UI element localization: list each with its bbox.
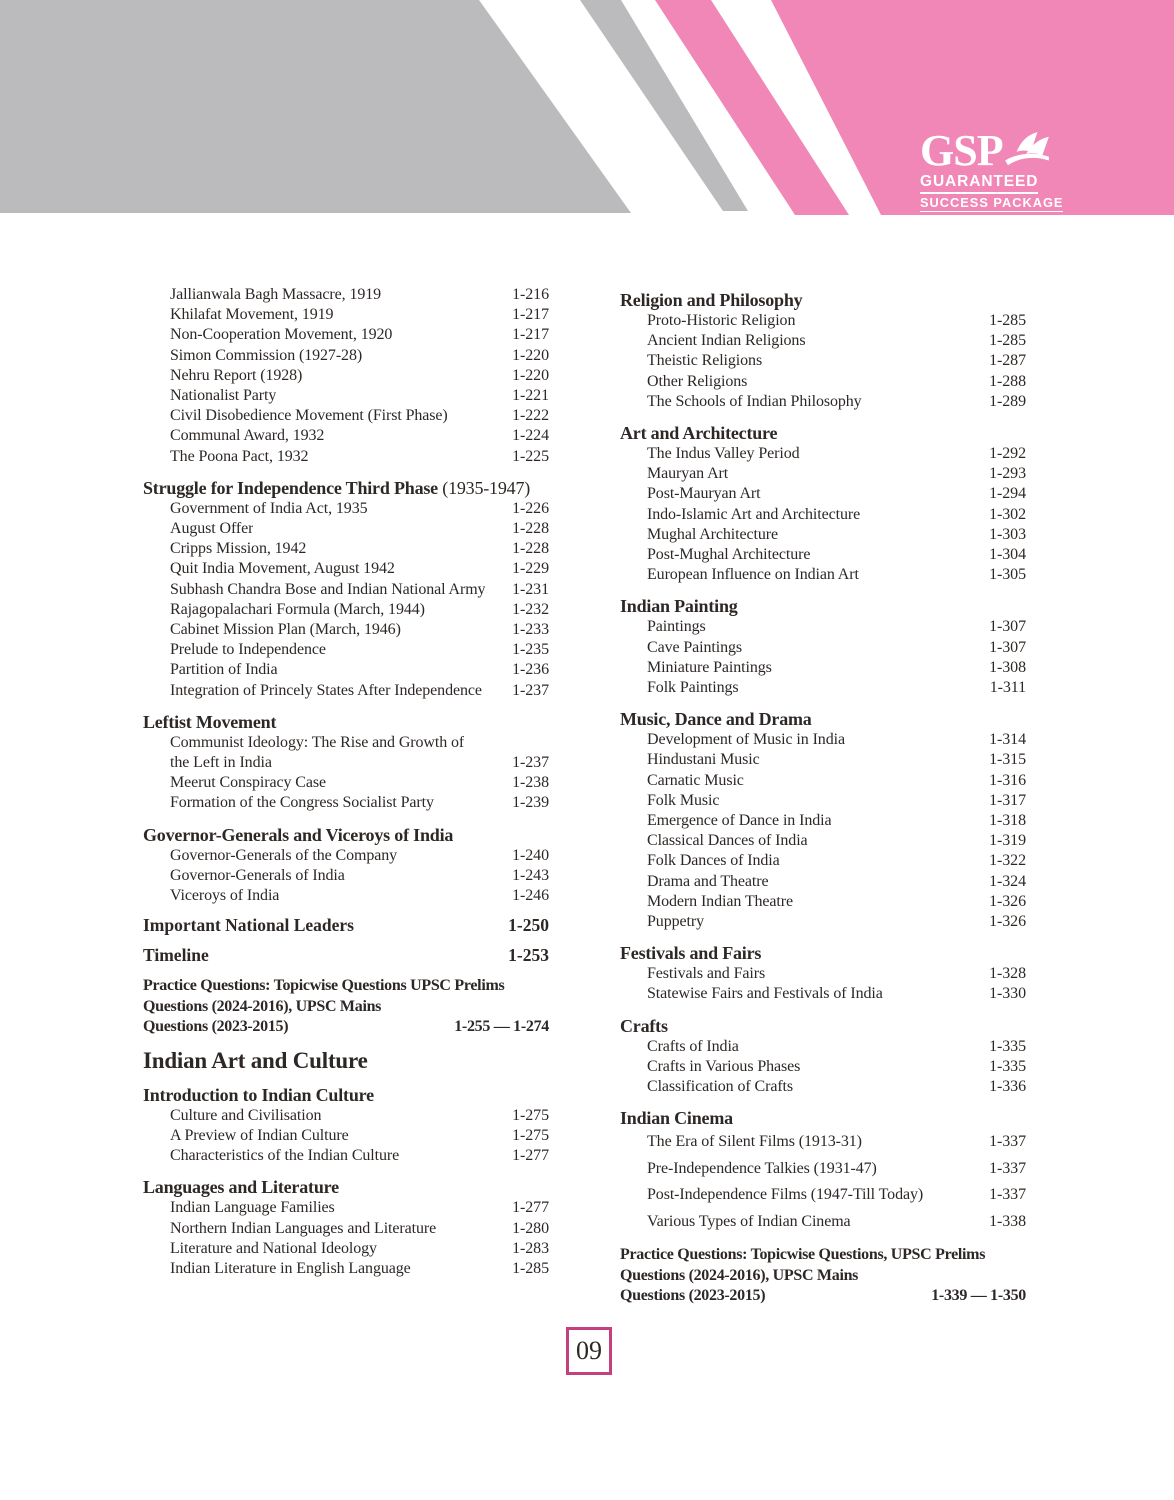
toc-item — [143, 580, 549, 600]
toc-item — [143, 1126, 549, 1146]
toc-item — [620, 750, 1026, 770]
practice-questions-line: Questions (2024-2016), UPSC Mains — [620, 1266, 859, 1284]
toc-item-page: 1-237 — [512, 681, 549, 699]
toc-item — [143, 846, 549, 866]
toc-item-label: Rajagopalachari Formula (March, 1944) — [170, 600, 425, 618]
section-title: Religion and Philosophy — [620, 290, 803, 310]
toc-item-page: 1-240 — [512, 846, 549, 864]
toc-left-column — [143, 285, 549, 1279]
toc-item-label: Post-Mauryan Art — [647, 485, 761, 503]
toc-item — [620, 1129, 1026, 1156]
toc-item-page: 1-302 — [989, 505, 1026, 523]
toc-item-page: 1-229 — [512, 560, 549, 578]
toc-item-label: Mughal Architecture — [647, 525, 778, 543]
toc-item-label: Festivals and Fairs — [647, 965, 766, 983]
toc-item — [143, 600, 549, 620]
toc-item-page: 1-337 — [989, 1186, 1026, 1204]
toc-item-page: 1-322 — [989, 852, 1026, 870]
toc-section — [620, 289, 1026, 412]
toc-item — [620, 1077, 1026, 1097]
toc-item — [620, 638, 1026, 658]
toc-item-page: 1-228 — [512, 540, 549, 558]
toc-item-label: the Left in India — [170, 754, 272, 772]
section-title: Music, Dance and Drama — [620, 709, 812, 730]
toc-item — [143, 681, 549, 701]
toc-section — [143, 477, 549, 701]
section-heading — [620, 289, 1026, 311]
toc-item-page: 1-243 — [512, 866, 549, 884]
toc-item — [620, 1156, 1026, 1183]
toc-item-label: Classical Dances of India — [647, 832, 808, 850]
toc-item-page: 1-246 — [512, 887, 549, 905]
gsp-logo-guaranteed-text: GUARANTEED — [920, 174, 1038, 194]
toc-item-label: Various Types of Indian Cinema — [647, 1212, 851, 1230]
toc-bold-entry — [143, 944, 549, 966]
toc-item — [620, 444, 1026, 464]
toc-item-label: Jallianwala Bagh Massacre, 1919 — [170, 286, 382, 303]
section-title: Governor-Generals and Viceroys of India — [143, 824, 454, 845]
toc-item — [620, 1182, 1026, 1209]
toc-item-page: 1-226 — [512, 499, 549, 517]
toc-item-label: Communist Ideology: The Rise and Growth of — [170, 733, 465, 751]
toc-section — [620, 422, 1026, 585]
toc-item-label: Puppetry — [647, 913, 704, 931]
toc-item-label: Khilafat Movement, 1919 — [170, 306, 334, 324]
toc-items — [143, 285, 549, 467]
toc-item — [143, 1146, 549, 1166]
toc-item-label: Formation of the Congress Socialist Party — [170, 794, 434, 812]
toc-item-label: Proto-Historic Religion — [647, 312, 796, 329]
toc-item — [620, 464, 1026, 484]
toc-item — [620, 545, 1026, 565]
toc-item — [620, 851, 1026, 871]
toc-item — [620, 771, 1026, 791]
toc-bold-entry-label: Important National Leaders — [143, 915, 354, 936]
toc-item-label: Civil Disobedience Movement (First Phase) — [170, 407, 448, 425]
toc-item-label: Nationalist Party — [170, 387, 277, 405]
toc-item-label: Statewise Fairs and Festivals of India — [647, 985, 883, 1003]
toc-item-label: Post-Mughal Architecture — [647, 546, 811, 564]
toc-item — [143, 559, 549, 579]
toc-item-label: Non-Cooperation Movement, 1920 — [170, 326, 393, 344]
toc-item — [143, 386, 549, 406]
chapter-title: Indian Art and Culture — [143, 1047, 368, 1073]
toc-item-page: 1-220 — [512, 366, 549, 384]
toc-item — [620, 678, 1026, 698]
toc-item-label: Indian Literature in English Language — [170, 1260, 411, 1277]
toc-item-page: 1-317 — [989, 791, 1026, 809]
toc-item-page: 1-315 — [989, 751, 1026, 769]
toc-item-page: 1-328 — [989, 965, 1026, 983]
toc-section — [620, 595, 1026, 698]
gsp-logo-success-package-text: SUCCESS PACKAGE — [920, 197, 1063, 213]
toc-item-label: Indian Language Families — [170, 1199, 335, 1217]
toc-right-column — [620, 289, 1026, 1307]
toc-item-page: 1-305 — [989, 566, 1026, 584]
section-title: Festivals and Fairs — [620, 943, 762, 964]
toc-item-label: Prelude to Independence — [170, 641, 326, 659]
toc-item-page: 1-307 — [989, 618, 1026, 636]
toc-item-page: 1-222 — [512, 407, 549, 425]
toc-item — [620, 525, 1026, 545]
toc-item — [143, 886, 549, 906]
section-heading — [620, 422, 1026, 444]
toc-item-label: Hindustani Music — [647, 751, 760, 769]
toc-item-label: Quit India Movement, August 1942 — [170, 560, 395, 578]
gsp-logo-book-icon — [1005, 131, 1049, 169]
toc-item-label: Paintings — [647, 618, 706, 636]
toc-item-label: Governor-Generals of the Company — [170, 846, 398, 864]
toc-item — [620, 311, 1026, 331]
section-title: Struggle for Independence Third Phase — [143, 477, 438, 498]
toc-item-page: 1-336 — [989, 1078, 1026, 1096]
toc-item — [143, 1219, 549, 1239]
toc-item-label: Emergence of Dance in India — [647, 812, 832, 830]
toc-item-page: 1-337 — [989, 1133, 1026, 1151]
toc-item — [620, 912, 1026, 932]
toc-item-page: 1-224 — [512, 427, 549, 445]
toc-item-page: 1-314 — [989, 731, 1026, 749]
toc-item-page: 1-217 — [512, 306, 549, 324]
practice-questions-line: Practice Questions: Topicwise Questions, UPSC Prelims — [620, 1246, 986, 1264]
practice-questions-last-line — [620, 1286, 1026, 1307]
toc-item-label: Other Religions — [647, 372, 748, 390]
toc-item — [143, 620, 549, 640]
toc-item — [143, 426, 549, 446]
toc-bold-entry-label: Timeline — [143, 945, 209, 966]
toc-section — [143, 824, 549, 907]
toc-item-label: Theistic Religions — [647, 352, 763, 370]
toc-item-label: The Poona Pact, 1932 — [170, 447, 309, 465]
toc-item-page: 1-225 — [512, 447, 549, 465]
toc-item — [143, 346, 549, 366]
toc-item — [143, 519, 549, 539]
toc-item-label: Folk Dances of India — [647, 852, 780, 870]
practice-questions-block — [620, 1245, 1026, 1307]
toc-item-label: Cave Paintings — [647, 638, 743, 656]
toc-item — [143, 793, 549, 813]
toc-item-page: 1-335 — [989, 1057, 1026, 1075]
toc-section — [620, 1015, 1026, 1098]
toc-item — [143, 366, 549, 386]
toc-item — [620, 1057, 1026, 1077]
toc-item-page: 1-330 — [989, 985, 1026, 1003]
toc-item-label: Crafts of India — [647, 1037, 739, 1055]
section-heading — [143, 1084, 549, 1106]
toc-item-label: Integration of Princely States After Independence — [170, 681, 482, 699]
toc-item-label: Nehru Report (1928) — [170, 366, 303, 384]
toc-item-page: 1-275 — [512, 1106, 549, 1124]
toc-item-label: August Offer — [170, 520, 254, 538]
toc-section — [620, 1107, 1026, 1235]
toc-item-label: Modern Indian Theatre — [647, 892, 793, 910]
toc-item-label: Miniature Paintings — [647, 658, 772, 676]
toc-bold-entry-page: 1-253 — [508, 945, 549, 966]
toc-item-page: 1-221 — [512, 387, 549, 405]
practice-questions-line: Practice Questions: Topicwise Questions UPSC Prelims — [143, 977, 505, 995]
toc-item — [143, 640, 549, 660]
toc-item-page: 1-326 — [989, 892, 1026, 910]
toc-item — [620, 392, 1026, 412]
toc-item — [143, 325, 549, 345]
toc-item — [143, 305, 549, 325]
toc-bold-entry — [143, 914, 549, 936]
toc-section — [143, 1176, 549, 1279]
practice-questions-page-range: 1-339 — 1-350 — [931, 1287, 1026, 1305]
toc-item-label: Government of India Act, 1935 — [170, 499, 368, 517]
section-heading — [143, 1176, 549, 1198]
toc-item-page: 1-216 — [512, 286, 549, 303]
section-title: Indian Painting — [620, 596, 738, 617]
toc-item-page: 1-217 — [512, 326, 549, 344]
toc-chapter — [143, 1048, 549, 1074]
toc-item — [620, 730, 1026, 750]
gsp-logo-acronym: GSP — [920, 126, 1003, 175]
toc-item-page: 1-316 — [989, 771, 1026, 789]
toc-item-page: 1-324 — [989, 872, 1026, 890]
toc-item — [143, 1259, 549, 1279]
section-heading — [143, 711, 549, 733]
toc-item-label: Cripps Mission, 1942 — [170, 540, 307, 558]
toc-section — [620, 942, 1026, 1004]
toc-item — [143, 1239, 549, 1259]
toc-item — [620, 505, 1026, 525]
toc-item-label: Pre-Independence Talkies (1931-47) — [647, 1159, 877, 1177]
toc-item — [143, 1106, 549, 1126]
toc-item-label: Literature and National Ideology — [170, 1239, 377, 1257]
gsp-logo-top-row — [920, 126, 1063, 175]
toc-item-page: 1-303 — [989, 525, 1026, 543]
toc-item-label: Subhash Chandra Bose and Indian National Army — [170, 580, 486, 598]
toc-item — [620, 831, 1026, 851]
section-heading — [620, 708, 1026, 730]
toc-item — [143, 499, 549, 519]
toc-item — [620, 964, 1026, 984]
toc-item-label: Communal Award, 1932 — [170, 427, 325, 445]
toc-item-label: Northern Indian Languages and Literature — [170, 1219, 437, 1237]
toc-item-label: Partition of India — [170, 661, 278, 679]
toc-item-page: 1-235 — [512, 641, 549, 659]
toc-item-page: 1-307 — [989, 638, 1026, 656]
toc-item-page: 1-311 — [989, 679, 1026, 697]
section-heading — [143, 477, 549, 499]
toc-item-label: A Preview of Indian Culture — [170, 1126, 349, 1144]
toc-item-page: 1-236 — [512, 661, 549, 679]
toc-item-label: Drama and Theatre — [647, 872, 769, 890]
toc-item-label: Cabinet Mission Plan (March, 1946) — [170, 621, 401, 639]
toc-item-page: 1-338 — [989, 1212, 1026, 1230]
toc-item-page: 1-285 — [512, 1260, 549, 1277]
toc-item-page: 1-275 — [512, 1126, 549, 1144]
toc-item-label: The Schools of Indian Philosophy — [647, 392, 862, 410]
toc-item-page: 1-277 — [512, 1199, 549, 1217]
toc-item-label: Folk Music — [647, 791, 720, 809]
toc-item-page: 1-319 — [989, 832, 1026, 850]
section-heading — [620, 942, 1026, 964]
toc-item-page: 1-285 — [989, 332, 1026, 350]
toc-item — [620, 984, 1026, 1004]
toc-item — [143, 660, 549, 680]
page-number: 09 — [576, 1336, 602, 1365]
toc-item — [620, 791, 1026, 811]
section-heading — [620, 1015, 1026, 1037]
toc-section — [143, 1084, 549, 1167]
section-heading — [143, 824, 549, 846]
toc-item-page: 1-220 — [512, 346, 549, 364]
toc-item-page: 1-304 — [989, 546, 1026, 564]
practice-questions-page-range: 1-255 — 1-274 — [454, 1018, 549, 1036]
toc-item-page: 1-228 — [512, 520, 549, 538]
toc-item — [143, 1198, 549, 1218]
toc-item-label: Culture and Civilisation — [170, 1106, 322, 1124]
toc-item — [620, 351, 1026, 371]
toc-item — [143, 447, 549, 467]
toc-item-label: Mauryan Art — [647, 465, 729, 483]
toc-item — [620, 565, 1026, 585]
toc-item — [620, 484, 1026, 504]
practice-questions-line: Questions (2023-2015) — [620, 1287, 766, 1305]
toc-item-label: Characteristics of the Indian Culture — [170, 1147, 400, 1165]
section-title: Languages and Literature — [143, 1177, 339, 1198]
toc-item-page: 1-285 — [989, 312, 1026, 329]
toc-item — [620, 617, 1026, 637]
toc-item-label: Crafts in Various Phases — [647, 1057, 801, 1075]
toc-item-label: Post-Independence Films (1947-Till Today) — [647, 1186, 924, 1204]
toc-item-label: Development of Music in India — [647, 731, 845, 749]
toc-item-label: Folk Paintings — [647, 679, 739, 697]
toc-item — [620, 811, 1026, 831]
section-title-suffix: (1935-1947) — [437, 477, 531, 498]
section-title: Leftist Movement — [143, 711, 277, 732]
toc-item-page: 1-294 — [989, 485, 1026, 503]
toc-item — [620, 872, 1026, 892]
toc-item-page: 1-277 — [512, 1147, 549, 1165]
toc-item-label: Meerut Conspiracy Case — [170, 774, 326, 792]
toc-item-label: European Influence on Indian Art — [647, 566, 859, 584]
practice-questions-block — [143, 976, 549, 1038]
toc-item-page: 1-326 — [989, 913, 1026, 931]
toc-item — [620, 331, 1026, 351]
section-title: Introduction to Indian Culture — [143, 1084, 374, 1105]
toc-item-page: 1-231 — [512, 580, 549, 598]
toc-item — [620, 658, 1026, 678]
gsp-logo — [920, 126, 1064, 212]
toc-item — [143, 733, 549, 753]
practice-questions-line: Questions (2023-2015) — [143, 1018, 289, 1036]
toc-item-label: Classification of Crafts — [647, 1078, 794, 1096]
toc-item-label: Carnatic Music — [647, 771, 744, 789]
section-heading — [620, 1107, 1026, 1129]
toc-item-page: 1-337 — [989, 1159, 1026, 1177]
toc-item-page: 1-237 — [512, 754, 549, 772]
toc-item-page: 1-335 — [989, 1037, 1026, 1055]
toc-item-label: Viceroys of India — [170, 887, 280, 905]
toc-item-label: Ancient Indian Religions — [647, 332, 806, 350]
toc-item-page: 1-288 — [989, 372, 1026, 390]
toc-item — [620, 372, 1026, 392]
toc-item — [620, 1209, 1026, 1236]
toc-item-label: The Era of Silent Films (1913-31) — [647, 1133, 862, 1151]
toc-item — [143, 866, 549, 886]
toc-bold-entry-page: 1-250 — [508, 915, 549, 936]
toc-item-label: The Indus Valley Period — [647, 445, 800, 463]
toc-item-page: 1-239 — [512, 794, 549, 812]
toc-item — [620, 1037, 1026, 1057]
section-title: Art and Architecture — [620, 423, 778, 444]
toc-item-page: 1-292 — [989, 445, 1026, 463]
toc-item-page: 1-283 — [512, 1239, 549, 1257]
toc-item-label: Governor-Generals of India — [170, 866, 345, 884]
practice-questions-line: Questions (2024-2016), UPSC Mains — [143, 997, 382, 1015]
toc-item-label: Simon Commission (1927-28) — [170, 346, 363, 364]
toc-item — [143, 406, 549, 426]
page-number-box — [566, 1327, 612, 1375]
toc-item-page: 1-289 — [989, 392, 1026, 410]
toc-item-page: 1-293 — [989, 465, 1026, 483]
section-title: Indian Cinema — [620, 1108, 733, 1129]
practice-questions-last-line — [143, 1017, 549, 1038]
toc-item-page: 1-232 — [512, 600, 549, 618]
toc-item-label: Indo-Islamic Art and Architecture — [647, 505, 861, 523]
section-heading — [620, 595, 1026, 617]
toc-item — [620, 892, 1026, 912]
toc-item-page: 1-318 — [989, 812, 1026, 830]
toc-item-page: 1-280 — [512, 1219, 549, 1237]
toc-item-page: 1-233 — [512, 621, 549, 639]
toc-item-page: 1-287 — [989, 352, 1026, 370]
toc-section — [143, 711, 549, 814]
toc-item-page: 1-238 — [512, 774, 549, 792]
toc-section — [620, 708, 1026, 932]
toc-item — [143, 753, 549, 773]
toc-item-page: 1-308 — [989, 658, 1026, 676]
toc-item — [143, 285, 549, 305]
section-title: Crafts — [620, 1015, 668, 1036]
toc-item — [143, 773, 549, 793]
toc-item — [143, 539, 549, 559]
